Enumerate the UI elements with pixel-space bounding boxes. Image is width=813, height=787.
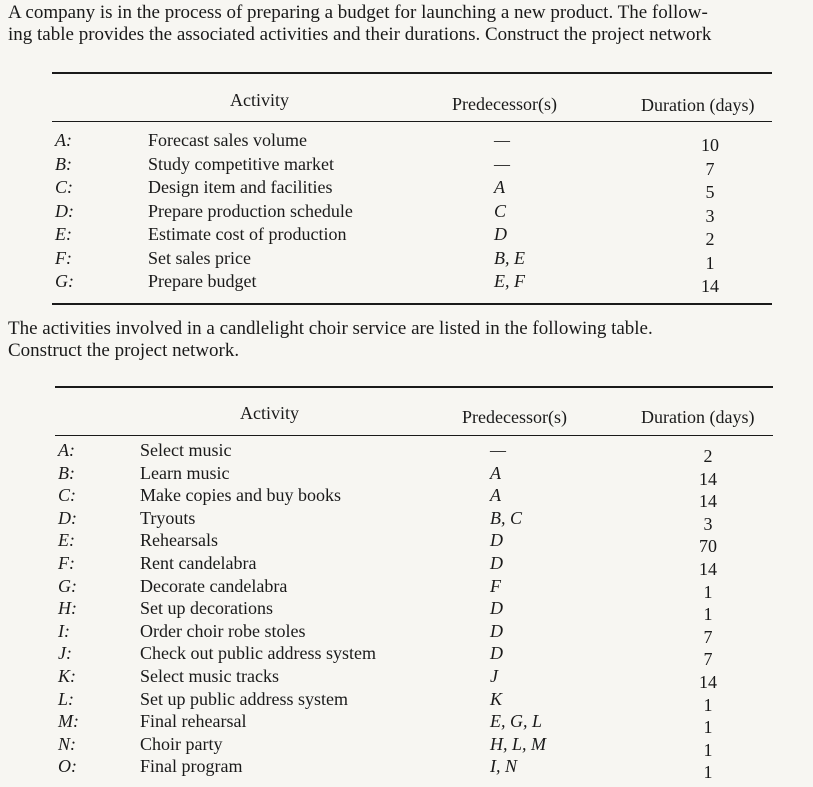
table-row (0, 153, 813, 179)
duration: 1 (703, 762, 713, 783)
activity-label: C: (58, 485, 76, 506)
activity-name: Set sales price (148, 247, 251, 268)
predecessors: I, N (490, 756, 517, 777)
activity-label: J: (58, 643, 72, 664)
duration: 3 (705, 205, 715, 226)
table-row (0, 507, 813, 534)
predecessors: A (494, 177, 505, 197)
duration: 14 (701, 276, 719, 296)
activity-label: B: (58, 462, 75, 483)
predecessors: D (490, 643, 503, 664)
duration: 5 (705, 182, 715, 202)
duration: 14 (699, 672, 717, 692)
duration: 1 (703, 717, 713, 738)
problem1-line2: ing table provides the associated activities and their durations. Construct the project network (8, 24, 712, 45)
duration: 1 (703, 739, 713, 760)
table-row (0, 552, 813, 579)
activity-label: H: (58, 598, 77, 619)
predecessors: C (494, 200, 507, 221)
problem2-line2: Construct the project network. (8, 340, 240, 361)
activity-name: Final rehearsal (140, 711, 247, 732)
table-row (0, 665, 813, 692)
activity-name: Decorate candelabra (140, 575, 288, 596)
activity-label: D: (55, 200, 74, 221)
activity-label: G: (58, 575, 77, 596)
activity-label: A: (55, 130, 72, 150)
problem1-line1: A company is in the process of preparing a budget for launching a new product. The follow- (8, 2, 708, 23)
activity-label: L: (58, 688, 75, 709)
duration: 7 (703, 649, 713, 670)
activity-name: Make copies and buy books (140, 485, 341, 506)
activity-label: O: (58, 756, 77, 777)
table1-top-rule (52, 72, 772, 74)
predecessors: E, F (494, 271, 525, 291)
predecessors: A (490, 485, 501, 506)
table-row (0, 529, 813, 557)
predecessors: — (490, 440, 507, 460)
table2-header-predecessor: Predecessor(s) (462, 407, 567, 427)
activity-name: Forecast sales volume (148, 130, 307, 150)
table-row (0, 688, 813, 715)
table-row (0, 176, 813, 202)
table-row (0, 733, 813, 760)
activity-name: Learn music (140, 462, 230, 483)
table-row (0, 755, 813, 783)
activity-name: Tryouts (140, 507, 196, 528)
duration: 14 (699, 491, 717, 512)
table1-bottom-rule (52, 303, 772, 305)
problem2-text (8, 318, 653, 362)
activity-name: Set up decorations (140, 598, 273, 619)
predecessors: J (490, 666, 498, 686)
table-row (0, 200, 813, 226)
predecessors: D (490, 598, 503, 619)
duration: 14 (699, 468, 717, 489)
table-row (0, 484, 813, 512)
predecessors: B, C (490, 507, 523, 528)
problem1-text (8, 2, 711, 46)
predecessors: H, L, M (490, 733, 547, 754)
predecessors: E, G, L (490, 711, 543, 732)
activity-label: A: (58, 440, 75, 460)
duration: 1 (703, 694, 713, 715)
table2-header-rule (55, 435, 773, 436)
table-row (0, 642, 813, 670)
table-row (0, 223, 813, 249)
duration: 7 (705, 158, 715, 179)
activity-label: E: (55, 224, 72, 244)
activity-name: Select music tracks (140, 666, 279, 686)
table1-header-predecessor: Predecessor(s) (452, 94, 557, 114)
activity-label: M: (58, 711, 79, 732)
duration: 10 (701, 135, 719, 155)
duration: 14 (699, 559, 717, 579)
activity-label: F: (58, 553, 75, 573)
predecessors: F (490, 575, 501, 596)
activity-label: F: (55, 247, 72, 268)
table-row (0, 462, 813, 489)
activity-name: Select music (140, 440, 232, 460)
activity-name: Set up public address system (140, 688, 348, 709)
table-row (0, 710, 813, 738)
table-row (0, 270, 813, 296)
table1-header-rule (52, 121, 772, 122)
table-row (0, 575, 813, 602)
table-row (0, 597, 813, 625)
activity-label: I: (58, 620, 70, 641)
activity-label: B: (55, 153, 72, 174)
table-row (0, 439, 813, 466)
table-row (0, 620, 813, 647)
activity-name: Check out public address system (140, 643, 376, 664)
activity-name: Estimate cost of production (148, 224, 347, 244)
duration: 1 (703, 581, 713, 602)
activity-name: Choir party (140, 733, 223, 754)
activity-name: Order choir robe stoles (140, 620, 306, 641)
activity-label: D: (58, 507, 77, 528)
duration: 70 (699, 536, 717, 557)
table-row (0, 129, 813, 155)
predecessors: — (494, 130, 511, 150)
activity-label: C: (55, 177, 73, 197)
activity-label: N: (58, 733, 76, 754)
predecessors: K (490, 688, 503, 709)
table-row (0, 247, 813, 273)
activity-label: E: (58, 530, 75, 551)
activity-name: Final program (140, 756, 243, 777)
duration: 1 (703, 604, 713, 625)
table2-top-rule (55, 386, 773, 388)
predecessors: B, E (494, 247, 525, 268)
table1-header-activity: Activity (230, 90, 289, 110)
activity-label: G: (55, 271, 74, 291)
table2-header-duration: Duration (days) (641, 407, 755, 427)
duration: 2 (703, 446, 713, 466)
activity-name: Design item and facilities (148, 177, 333, 197)
duration: 7 (703, 626, 713, 647)
predecessors: D (494, 224, 507, 244)
activity-name: Prepare budget (148, 271, 257, 291)
duration: 3 (703, 513, 713, 534)
predecessors: D (490, 553, 503, 573)
duration: 1 (705, 252, 715, 273)
activity-name: Study competitive market (148, 153, 334, 174)
activity-name: Rehearsals (140, 530, 218, 551)
predecessors: D (490, 620, 503, 641)
table2-header-activity: Activity (240, 403, 299, 423)
predecessors: — (494, 153, 511, 174)
table1-header-duration: Duration (days) (641, 95, 755, 115)
activity-label: K: (58, 666, 76, 686)
activity-name: Rent candelabra (140, 553, 257, 573)
predecessors: A (490, 462, 501, 483)
duration: 2 (705, 229, 715, 249)
problem2-line1: The activities involved in a candlelight choir service are listed in the following table. (8, 318, 653, 339)
activity-name: Prepare production schedule (148, 200, 353, 221)
predecessors: D (490, 530, 503, 551)
